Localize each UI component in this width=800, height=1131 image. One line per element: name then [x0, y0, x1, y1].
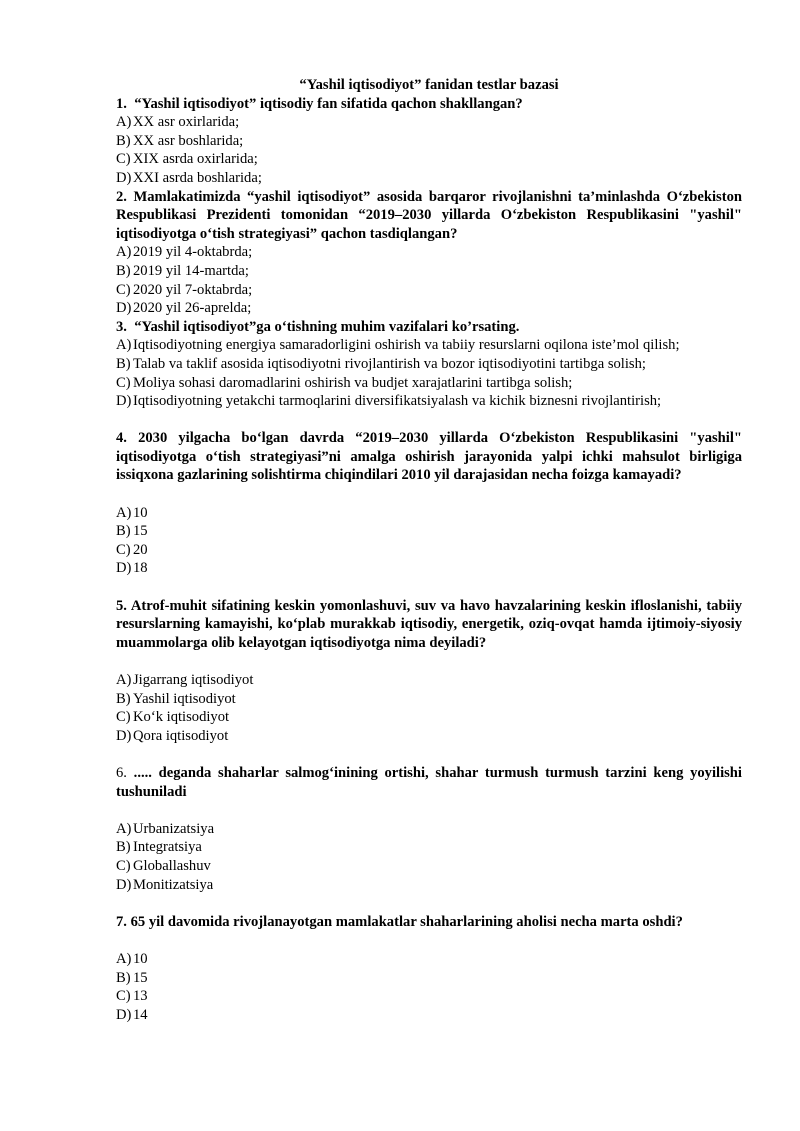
option-2a: [116, 243, 742, 262]
option-7a: [116, 950, 742, 969]
option-text: 15: [133, 969, 148, 986]
option-text: Iqtisodiyotning energiya samaradorligini oshirish va tabiiy resurslarni oqilona iste’mol qilish;: [133, 337, 680, 354]
option-7d: [116, 1006, 742, 1025]
option-text: Globallashuv: [133, 857, 211, 874]
option-1b: [116, 132, 742, 151]
option-letter: C): [116, 857, 131, 874]
option-letter: C): [116, 541, 131, 558]
question-3: 3. “Yashil iqtisodiyot”ga o‘tishning muhim vazifalari ko’rsating.: [116, 318, 520, 335]
spacer: [116, 411, 742, 430]
spacer: [116, 485, 742, 504]
option-letter: B): [116, 839, 131, 856]
option-letter: B): [116, 355, 131, 372]
option-6a: [116, 820, 742, 839]
spacer: [116, 801, 742, 820]
option-5c: [116, 708, 742, 727]
option-text: XX asr oxirlarida;: [133, 114, 240, 131]
test-document: [116, 76, 742, 1024]
spacer: [116, 894, 742, 913]
question-text: ..... deganda shaharlar salmog‘inining ortishi, shahar turmush turmush tarzini keng yoyilishi tushuniladi: [116, 764, 742, 800]
option-text: Yashil iqtisodiyot: [133, 690, 236, 707]
option-text: 14: [133, 1006, 148, 1023]
option-letter: C): [116, 709, 131, 726]
spacer: [116, 745, 742, 764]
question-4: 4. 2030 yilgacha bo‘lgan davrda “2019–2030 yillarda O‘zbekiston Respublikasini "yashil" iqtisodiyotga o‘tish strategiyasi”ni amalga oshirish jarayonida yalpi ichki mahsulot birligiga issiqxona gazlarining solishtirma chiqindilari 2010 yil darajasidan necha foizga kamayadi?: [116, 430, 742, 484]
option-letter: B): [116, 262, 131, 279]
option-letter: A): [116, 820, 132, 837]
option-letter: B): [116, 132, 131, 149]
option-letter: A): [116, 504, 132, 521]
option-text: 2019 yil 4-oktabrda;: [133, 244, 253, 261]
option-text: 10: [133, 504, 148, 521]
option-letter: A): [116, 244, 132, 261]
option-text: 13: [133, 988, 148, 1005]
document-title: “Yashil iqtisodiyot” fanidan testlar bazasi: [299, 77, 559, 93]
option-7c: [116, 987, 742, 1006]
option-1d: [116, 169, 742, 188]
option-letter: B): [116, 969, 131, 986]
option-text: Talab va taklif asosida iqtisodiyotni rivojlantirish va bozor iqtisodiyotini tartibga solish;: [133, 355, 646, 372]
option-text: XXI asrda boshlarida;: [133, 169, 262, 186]
option-letter: D): [116, 727, 132, 744]
option-letter: A): [116, 114, 132, 131]
option-text: Jigarrang iqtisodiyot: [133, 672, 254, 688]
option-3b: [116, 355, 742, 374]
option-text: Integratsiya: [133, 839, 202, 856]
option-6b: [116, 838, 742, 857]
option-7b: [116, 969, 742, 988]
option-6c: [116, 857, 742, 876]
option-text: 20: [133, 541, 148, 558]
spacer: [116, 652, 742, 671]
option-1c: [116, 150, 742, 169]
option-text: Ko‘k iqtisodiyot: [133, 709, 230, 726]
option-6d: [116, 876, 742, 895]
option-letter: C): [116, 281, 131, 298]
option-5b: [116, 690, 742, 709]
option-5d: [116, 727, 742, 746]
option-letter: D): [116, 1006, 132, 1023]
option-2b: [116, 262, 742, 281]
option-2c: [116, 281, 742, 300]
option-text: 2020 yil 7-oktabrda;: [133, 281, 253, 298]
option-letter: D): [116, 300, 132, 317]
option-letter: A): [116, 950, 132, 967]
option-letter: A): [116, 672, 132, 688]
option-3c: [116, 374, 742, 393]
option-text: 10: [133, 950, 148, 967]
option-letter: C): [116, 988, 131, 1005]
option-text: Iqtisodiyotning yetakchi tarmoqlarini diversifikatsiyalash va kichik biznesni rivojlantirish;: [133, 393, 662, 410]
option-text: 15: [133, 523, 148, 540]
option-letter: C): [116, 374, 131, 391]
option-letter: D): [116, 393, 132, 410]
option-text: Urbanizatsiya: [133, 820, 215, 837]
option-letter: D): [116, 876, 132, 893]
option-text: 2019 yil 14-martda;: [133, 262, 249, 279]
option-4b: [116, 522, 742, 541]
option-letter: B): [116, 690, 131, 707]
option-4a: [116, 504, 742, 523]
option-2d: [116, 299, 742, 318]
spacer: [116, 931, 742, 950]
option-text: 2020 yil 26-aprelda;: [133, 300, 252, 317]
option-text: XX asr boshlarida;: [133, 132, 244, 149]
question-7: 7. 65 yil davomida rivojlanayotgan mamlakatlar shaharlarining aholisi necha marta oshdi?: [116, 913, 683, 930]
option-letter: C): [116, 151, 131, 168]
option-text: XIX asrda oxirlarida;: [133, 151, 258, 168]
option-5a: [116, 671, 742, 690]
question-6: [116, 764, 742, 801]
question-1: 1. “Yashil iqtisodiyot” iqtisodiy fan sifatida qachon shakllangan?: [116, 95, 523, 112]
option-3a: [116, 336, 742, 355]
option-letter: A): [116, 337, 132, 354]
option-letter: D): [116, 169, 132, 186]
option-4d: [116, 559, 742, 578]
option-3d: [116, 392, 742, 411]
question-5: 5. Atrof-muhit sifatining keskin yomonlashuvi, suv va havo havzalarining keskin ifloslanishi, tabiiy resurslarning kamayishi, ko‘plab murakkab iqtisodiy, energetik, oziq-ovqat hamda ijtimoiy-siyosiy muammolarga olib kelayotgan iqtisodiyotga nima deyiladi?: [116, 597, 742, 651]
spacer: [116, 578, 742, 597]
question-2: 2. Mamlakatimizda “yashil iqtisodiyot” asosida barqaror rivojlanishni ta’minlashda O‘zbekiston Respublikasi Prezidenti tomonidan “2019–2030 yillarda O‘zbekiston Respublikasini "yashil" iqtisodiyotga o‘tish strategiyasi” qachon tasdiqlangan?: [116, 188, 742, 242]
option-text: Moliya sohasi daromadlarini oshirish va budjet xarajatlarini tartibga solish;: [133, 374, 573, 391]
option-4c: [116, 541, 742, 560]
option-1a: [116, 113, 742, 132]
question-number: 6.: [116, 764, 127, 781]
option-text: 18: [133, 560, 148, 577]
option-letter: B): [116, 523, 131, 540]
option-text: Monitizatsiya: [133, 876, 214, 893]
option-text: Qora iqtisodiyot: [133, 727, 229, 744]
option-letter: D): [116, 560, 132, 577]
